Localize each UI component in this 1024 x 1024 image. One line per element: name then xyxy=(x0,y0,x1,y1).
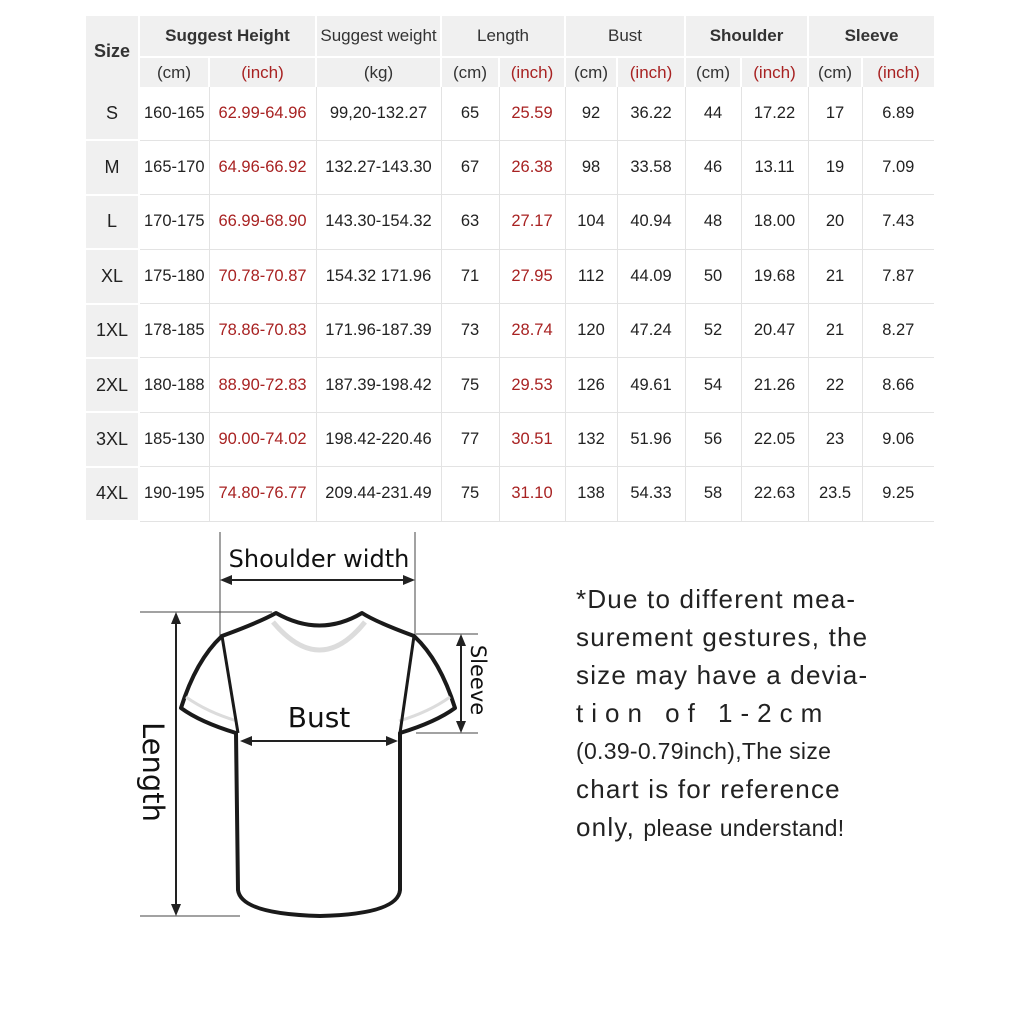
size-header: Size xyxy=(86,16,139,87)
unit-row xyxy=(86,57,934,87)
table-cell: 74.80-76.77 xyxy=(209,467,316,521)
table-cell: 187.39-198.42 xyxy=(316,358,441,412)
shoulder-width-arrow xyxy=(220,575,415,585)
table-cell: 92 xyxy=(565,87,617,140)
size-chart-table xyxy=(86,16,934,522)
table-cell: 31.10 xyxy=(499,467,565,521)
table-cell: 178-185 xyxy=(139,304,209,358)
table-cell: 67 xyxy=(441,140,499,194)
length-header: Length xyxy=(441,16,565,57)
table-cell: 165-170 xyxy=(139,140,209,194)
note-line: surement gestures, the xyxy=(576,622,869,652)
note-line-last xyxy=(576,808,906,847)
table-cell: 143.30-154.32 xyxy=(316,195,441,249)
table-cell: 36.22 xyxy=(617,87,685,140)
shoulder-header: Shoulder xyxy=(685,16,808,57)
table-cell: 175-180 xyxy=(139,249,209,303)
unit-inch: (inch) xyxy=(741,57,808,87)
note-line: (0.39-0.79inch),The size xyxy=(576,738,832,764)
table-cell: 9.25 xyxy=(862,467,934,521)
table-cell: 22 xyxy=(808,358,862,412)
table-cell: 132.27-143.30 xyxy=(316,140,441,194)
height-header: Suggest Height xyxy=(139,16,316,57)
note-line: tion of 1-2cm xyxy=(576,698,831,728)
table-row xyxy=(86,87,934,140)
table-cell: 20 xyxy=(808,195,862,249)
size-cell: 1XL xyxy=(86,304,139,358)
shoulder-width-label: Shoulder width xyxy=(228,545,410,573)
table-cell: 70.78-70.87 xyxy=(209,249,316,303)
unit-kg: (kg) xyxy=(316,57,441,87)
length-label: Length xyxy=(136,721,170,823)
size-cell: S xyxy=(86,87,139,140)
table-cell: 17 xyxy=(808,87,862,140)
weight-header: Suggest weight xyxy=(316,16,441,57)
unit-inch: (inch) xyxy=(209,57,316,87)
table-cell: 19 xyxy=(808,140,862,194)
table-cell: 44 xyxy=(685,87,741,140)
table-cell: 126 xyxy=(565,358,617,412)
table-cell: 22.05 xyxy=(741,412,808,466)
table-cell: 132 xyxy=(565,412,617,466)
table-cell: 17.22 xyxy=(741,87,808,140)
table-cell: 98 xyxy=(565,140,617,194)
table-cell: 25.59 xyxy=(499,87,565,140)
table-cell: 190-195 xyxy=(139,467,209,521)
sleeve-header: Sleeve xyxy=(808,16,934,57)
table-row xyxy=(86,195,934,249)
tshirt-outline xyxy=(181,613,455,916)
table-cell: 209.44-231.49 xyxy=(316,467,441,521)
table-cell: 75 xyxy=(441,358,499,412)
table-cell: 21 xyxy=(808,304,862,358)
bust-header: Bust xyxy=(565,16,685,57)
table-cell: 77 xyxy=(441,412,499,466)
unit-cm: (cm) xyxy=(565,57,617,87)
table-cell: 88.90-72.83 xyxy=(209,358,316,412)
table-cell: 56 xyxy=(685,412,741,466)
table-cell: 58 xyxy=(685,467,741,521)
size-cell: XL xyxy=(86,249,139,303)
table-row xyxy=(86,249,934,303)
bust-label: Bust xyxy=(287,701,351,734)
table-row xyxy=(86,140,934,194)
unit-inch: (inch) xyxy=(499,57,565,87)
unit-cm: (cm) xyxy=(441,57,499,87)
table-cell: 46 xyxy=(685,140,741,194)
table-cell: 75 xyxy=(441,467,499,521)
table-row xyxy=(86,358,934,412)
table-cell: 21 xyxy=(808,249,862,303)
table-cell: 180-188 xyxy=(139,358,209,412)
note-line: size may have a devia- xyxy=(576,660,869,690)
table-cell: 112 xyxy=(565,249,617,303)
table-cell: 154.32 171.96 xyxy=(316,249,441,303)
size-cell: 3XL xyxy=(86,412,139,466)
table-cell: 7.87 xyxy=(862,249,934,303)
note-line: chart is for reference xyxy=(576,774,841,804)
table-cell: 63 xyxy=(441,195,499,249)
table-cell: 66.99-68.90 xyxy=(209,195,316,249)
table-cell: 23 xyxy=(808,412,862,466)
table-cell: 6.89 xyxy=(862,87,934,140)
table-cell: 40.94 xyxy=(617,195,685,249)
table-cell: 71 xyxy=(441,249,499,303)
table-cell: 138 xyxy=(565,467,617,521)
table-cell: 73 xyxy=(441,304,499,358)
table-cell: 99,20-132.27 xyxy=(316,87,441,140)
table-cell: 7.09 xyxy=(862,140,934,194)
table-cell: 28.74 xyxy=(499,304,565,358)
unit-inch: (inch) xyxy=(862,57,934,87)
table-cell: 78.86-70.83 xyxy=(209,304,316,358)
table-cell: 51.96 xyxy=(617,412,685,466)
unit-inch: (inch) xyxy=(617,57,685,87)
table-cell: 120 xyxy=(565,304,617,358)
sleeve-arrow xyxy=(456,634,466,733)
table-cell: 65 xyxy=(441,87,499,140)
table-cell: 52 xyxy=(685,304,741,358)
tshirt-diagram xyxy=(0,510,540,930)
table-cell: 9.06 xyxy=(862,412,934,466)
table-cell: 185-130 xyxy=(139,412,209,466)
table-cell: 64.96-66.92 xyxy=(209,140,316,194)
table-cell: 33.58 xyxy=(617,140,685,194)
table-cell: 7.43 xyxy=(862,195,934,249)
unit-cm: (cm) xyxy=(685,57,741,87)
note-text: please understand! xyxy=(643,815,845,841)
table-cell: 50 xyxy=(685,249,741,303)
table-cell: 21.26 xyxy=(741,358,808,412)
table-cell: 19.68 xyxy=(741,249,808,303)
table-cell: 8.66 xyxy=(862,358,934,412)
table-cell: 13.11 xyxy=(741,140,808,194)
unit-cm: (cm) xyxy=(139,57,209,87)
unit-cm: (cm) xyxy=(808,57,862,87)
table-cell: 30.51 xyxy=(499,412,565,466)
header-row xyxy=(86,16,934,57)
measurement-note xyxy=(576,580,906,847)
note-line: *Due to different mea- xyxy=(576,584,857,614)
table-cell: 22.63 xyxy=(741,467,808,521)
table-cell: 23.5 xyxy=(808,467,862,521)
size-cell: 4XL xyxy=(86,467,139,521)
table-row xyxy=(86,412,934,466)
table-cell: 20.47 xyxy=(741,304,808,358)
table-cell: 27.17 xyxy=(499,195,565,249)
table-cell: 18.00 xyxy=(741,195,808,249)
table-cell: 62.99-64.96 xyxy=(209,87,316,140)
table-cell: 90.00-74.02 xyxy=(209,412,316,466)
table-cell: 44.09 xyxy=(617,249,685,303)
table-cell: 54 xyxy=(685,358,741,412)
length-arrow xyxy=(171,612,181,916)
table-cell: 8.27 xyxy=(862,304,934,358)
table-cell: 26.38 xyxy=(499,140,565,194)
table-cell: 170-175 xyxy=(139,195,209,249)
table-cell: 27.95 xyxy=(499,249,565,303)
table-row xyxy=(86,304,934,358)
table-cell: 171.96-187.39 xyxy=(316,304,441,358)
table-cell: 48 xyxy=(685,195,741,249)
sleeve-label: Sleeve xyxy=(466,644,490,716)
chart-body xyxy=(86,87,934,521)
table-cell: 198.42-220.46 xyxy=(316,412,441,466)
table-cell: 29.53 xyxy=(499,358,565,412)
table-cell: 160-165 xyxy=(139,87,209,140)
table-cell: 54.33 xyxy=(617,467,685,521)
note-text: only, xyxy=(576,812,644,842)
size-cell: L xyxy=(86,195,139,249)
table-cell: 49.61 xyxy=(617,358,685,412)
size-cell: 2XL xyxy=(86,358,139,412)
size-cell: M xyxy=(86,140,139,194)
table-cell: 104 xyxy=(565,195,617,249)
table-cell: 47.24 xyxy=(617,304,685,358)
